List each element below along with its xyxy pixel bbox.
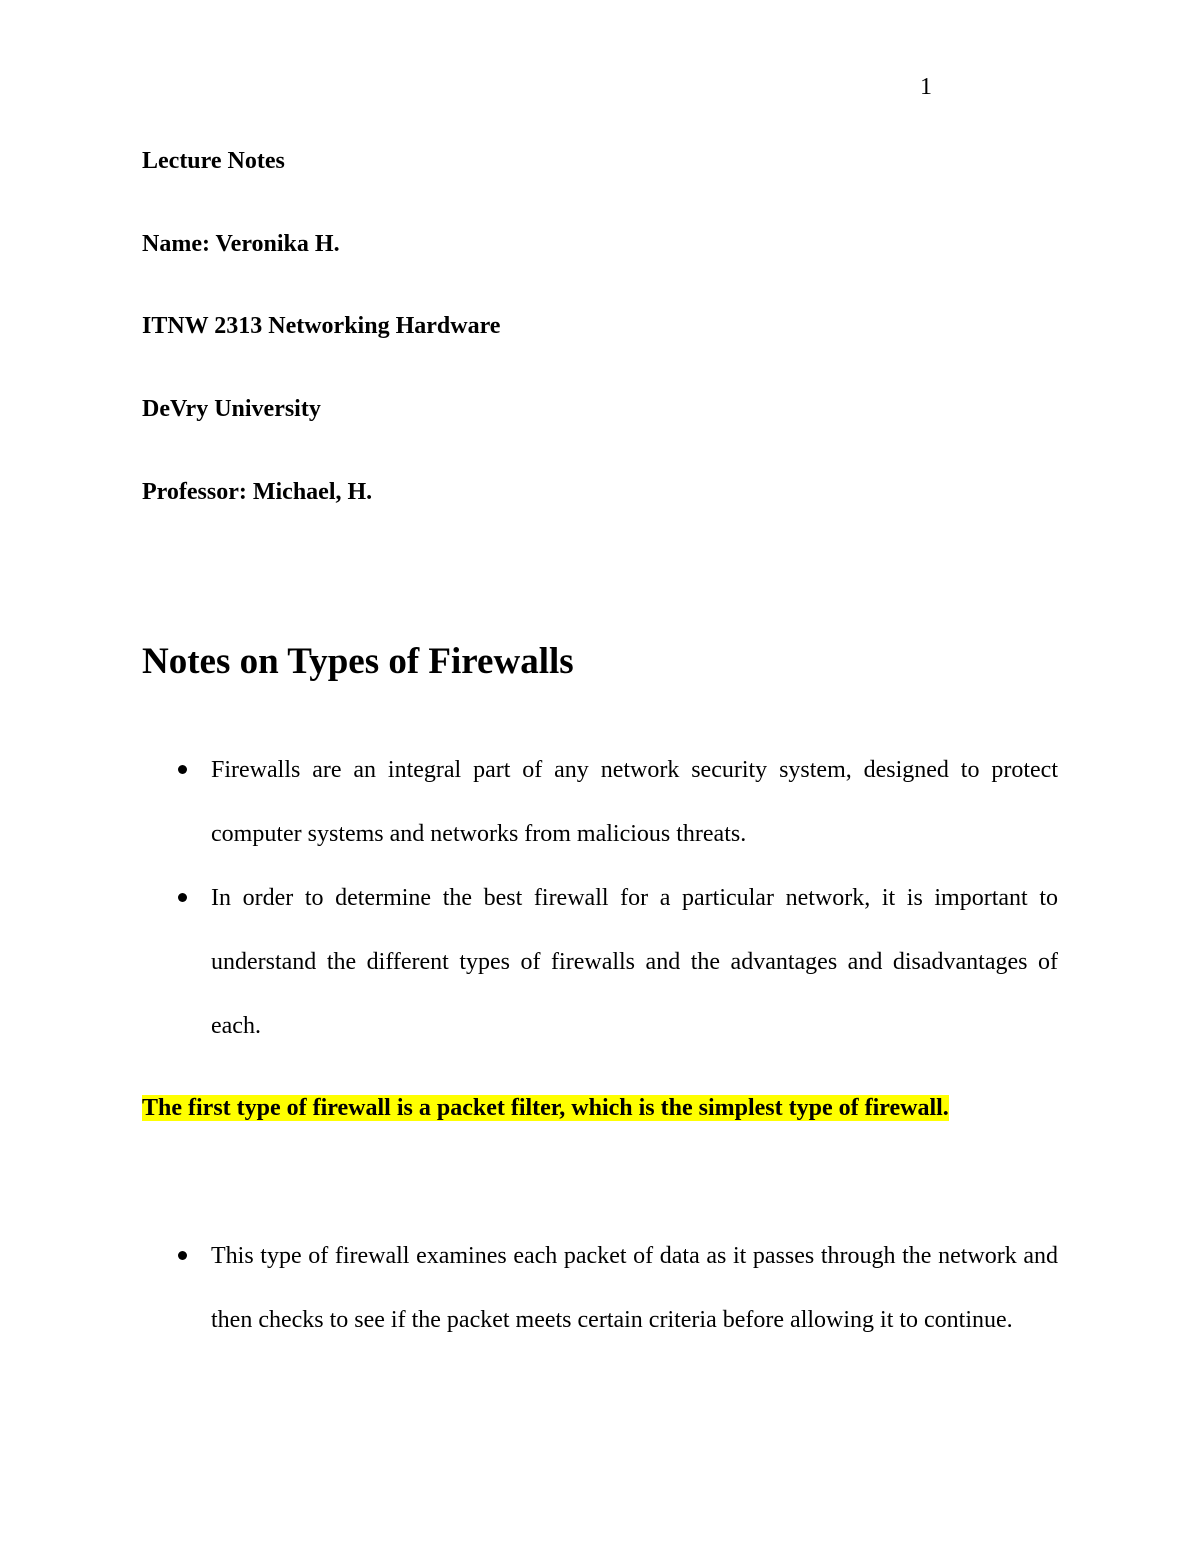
bullet-text: In order to determine the best firewall for a particular network, it is important to understand the different types of firewalls and the advantages and disadvantages of each.: [211, 885, 1058, 1039]
student-name: Name: Veronika H.: [142, 231, 340, 257]
highlighted-paragraph: [142, 1076, 1058, 1140]
university-name: DeVry University: [142, 396, 321, 422]
highlighted-text: The first type of firewall is a packet filter, which is the simplest type of firewall.: [142, 1095, 949, 1121]
bullet-icon: [178, 893, 187, 902]
bullet-text: This type of firewall examines each packet of data as it passes through the network and then checks to see if the packet meets certain criteria before allowing it to continue.: [211, 1243, 1058, 1333]
packet-filter-bullet-list: [142, 1224, 1058, 1352]
intro-bullet-list: [142, 738, 1058, 1058]
list-item: [142, 1224, 1058, 1352]
bullet-text: Firewalls are an integral part of any network security system, designed to protect computer systems and networks from malicious threats.: [211, 757, 1058, 847]
professor-name: Professor: Michael, H.: [142, 479, 373, 505]
section-heading: Notes on Types of Firewalls: [142, 641, 574, 682]
list-item: [142, 738, 1058, 866]
document-title: Lecture Notes: [142, 148, 285, 174]
page-number: 1: [920, 74, 932, 100]
bullet-icon: [178, 1251, 187, 1260]
list-item: [142, 866, 1058, 1058]
bullet-icon: [178, 765, 187, 774]
course-name: ITNW 2313 Networking Hardware: [142, 313, 501, 339]
